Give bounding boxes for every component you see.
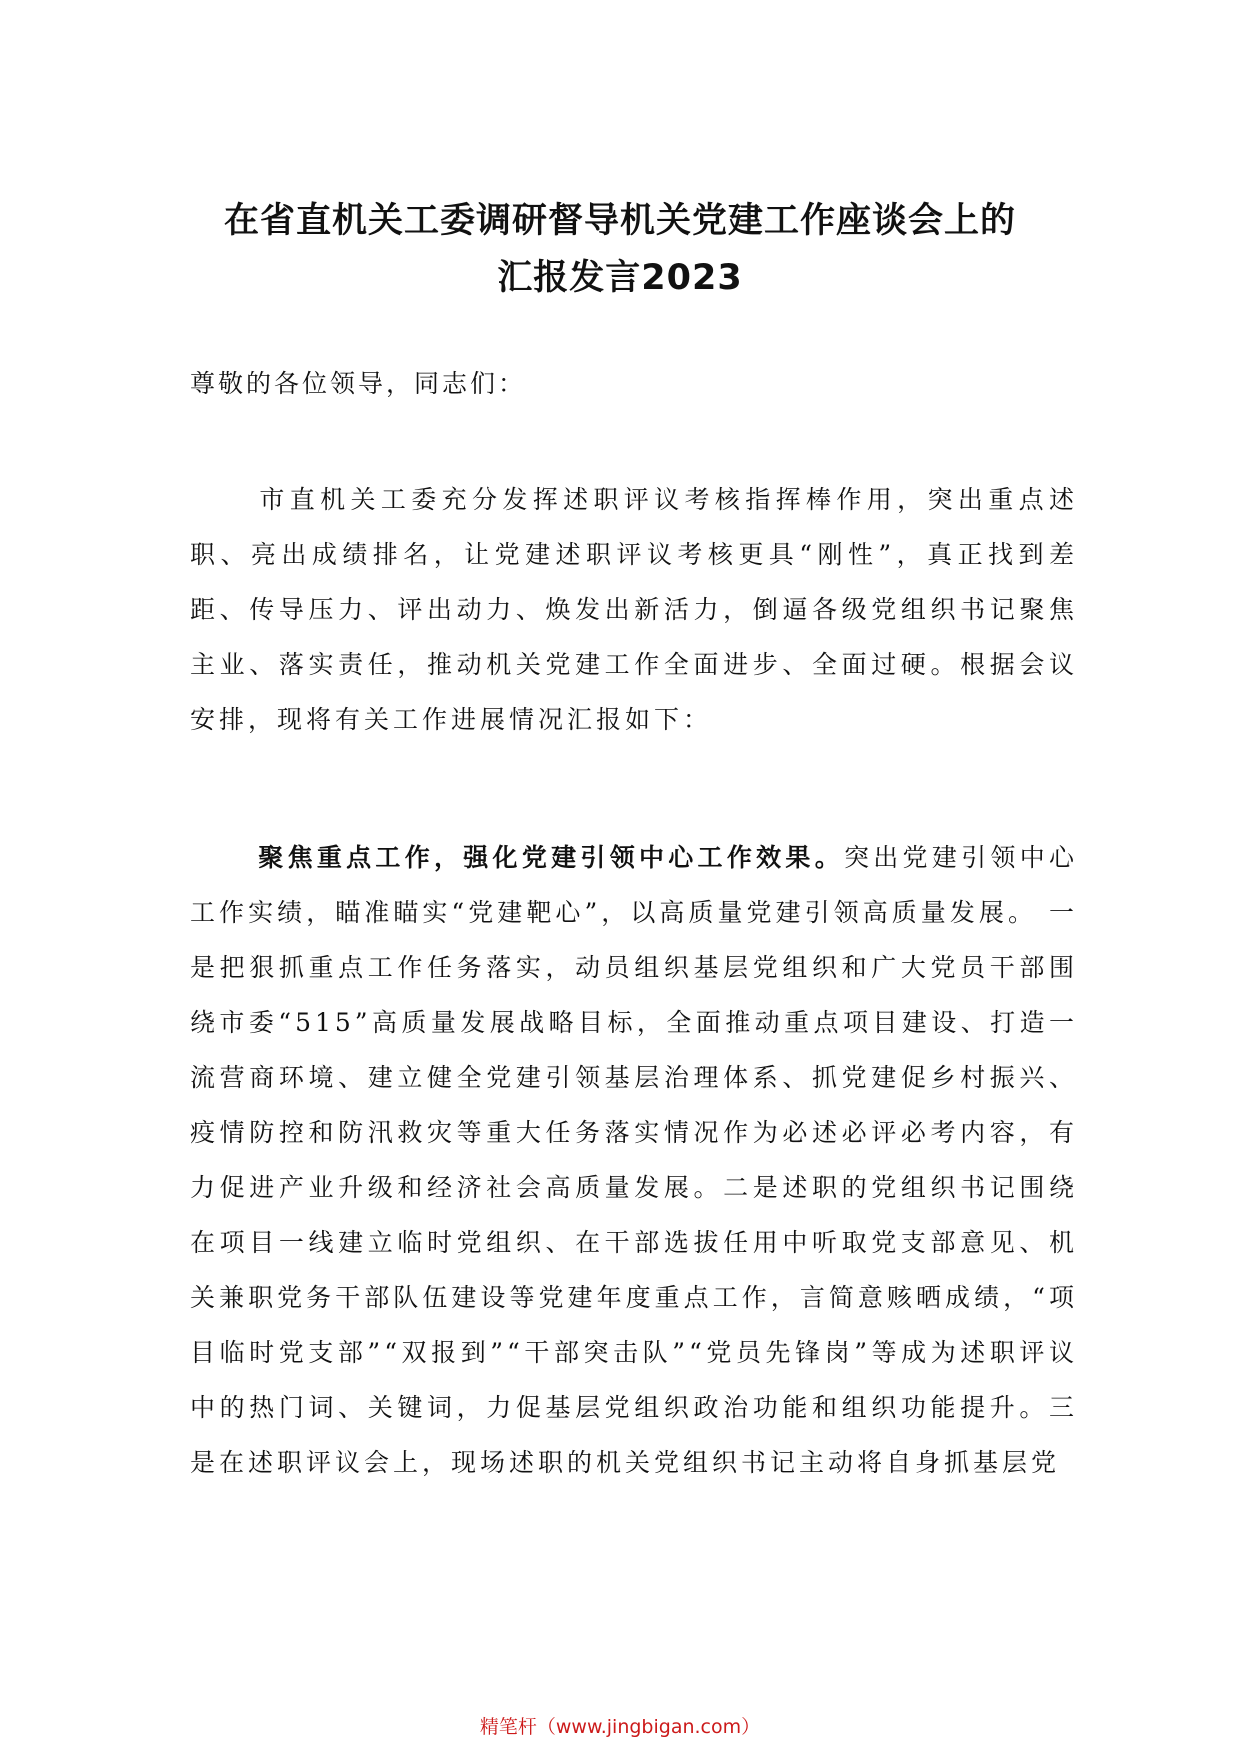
paragraph-heading: 聚焦重点工作，强化党建引领中心工作效果。	[258, 843, 844, 872]
footer-watermark: 精笔杆（www.jingbigan.com）	[479, 1716, 761, 1738]
document-title-line2: 汇报发言2023	[497, 258, 743, 298]
paragraph-key-work	[190, 830, 1078, 1490]
document-title-line1: 在省直机关工委调研督导机关党建工作座谈会上的	[223, 201, 1016, 241]
paragraph-key-work-text: 突出党建引领中心工作实绩，瞄准瞄实“党建靶心”，以高质量党建引领高质量发展。 一是把狠抓重点工作任务落实，动员组织基层党组织和广大党员干部围绕市委“515”高质量发展战略目标，全面推动重点项目建设、打造一流营商环境、建立健全党建引领基层治理体系、抓党建促乡村振兴、疫情防控和防汛救灾等重大任务落实情况作为必述必评必考内容，有力促进产业升级和经济社会高质量发展。二是述职的党组织书记围绕在项目一线建立临时党组织、在干部选拔任用中听取党支部意见、机关兼职党务干部队伍建设等党建年度重点工作，言简意赅晒成绩，“项目临时党支部”“双报到”“干部突击队”“党员先锋岗”等成为述职评议中的热门词、关键词，力促基层党组织政治功能和组织功能提升。三是在述职评议会上，现场述职的机关党组织书记主动将自身抓基层党	[190, 843, 1078, 1477]
greeting: 尊敬的各位领导，同志们：	[190, 369, 527, 398]
paragraph-intro	[190, 472, 1078, 747]
paragraph-intro-text: 市直机关工委充分发挥述职评议考核指挥棒作用，突出重点述职、亮出成绩排名，让党建述职评议考核更具“刚性”，真正找到差距、传导压力、评出动力、焕发出新活力，倒逼各级党组织书记聚焦主业、落实责任，推动机关党建工作全面进步、全面过硬。根据会议安排，现将有关工作进展情况汇报如下：	[190, 485, 1078, 734]
